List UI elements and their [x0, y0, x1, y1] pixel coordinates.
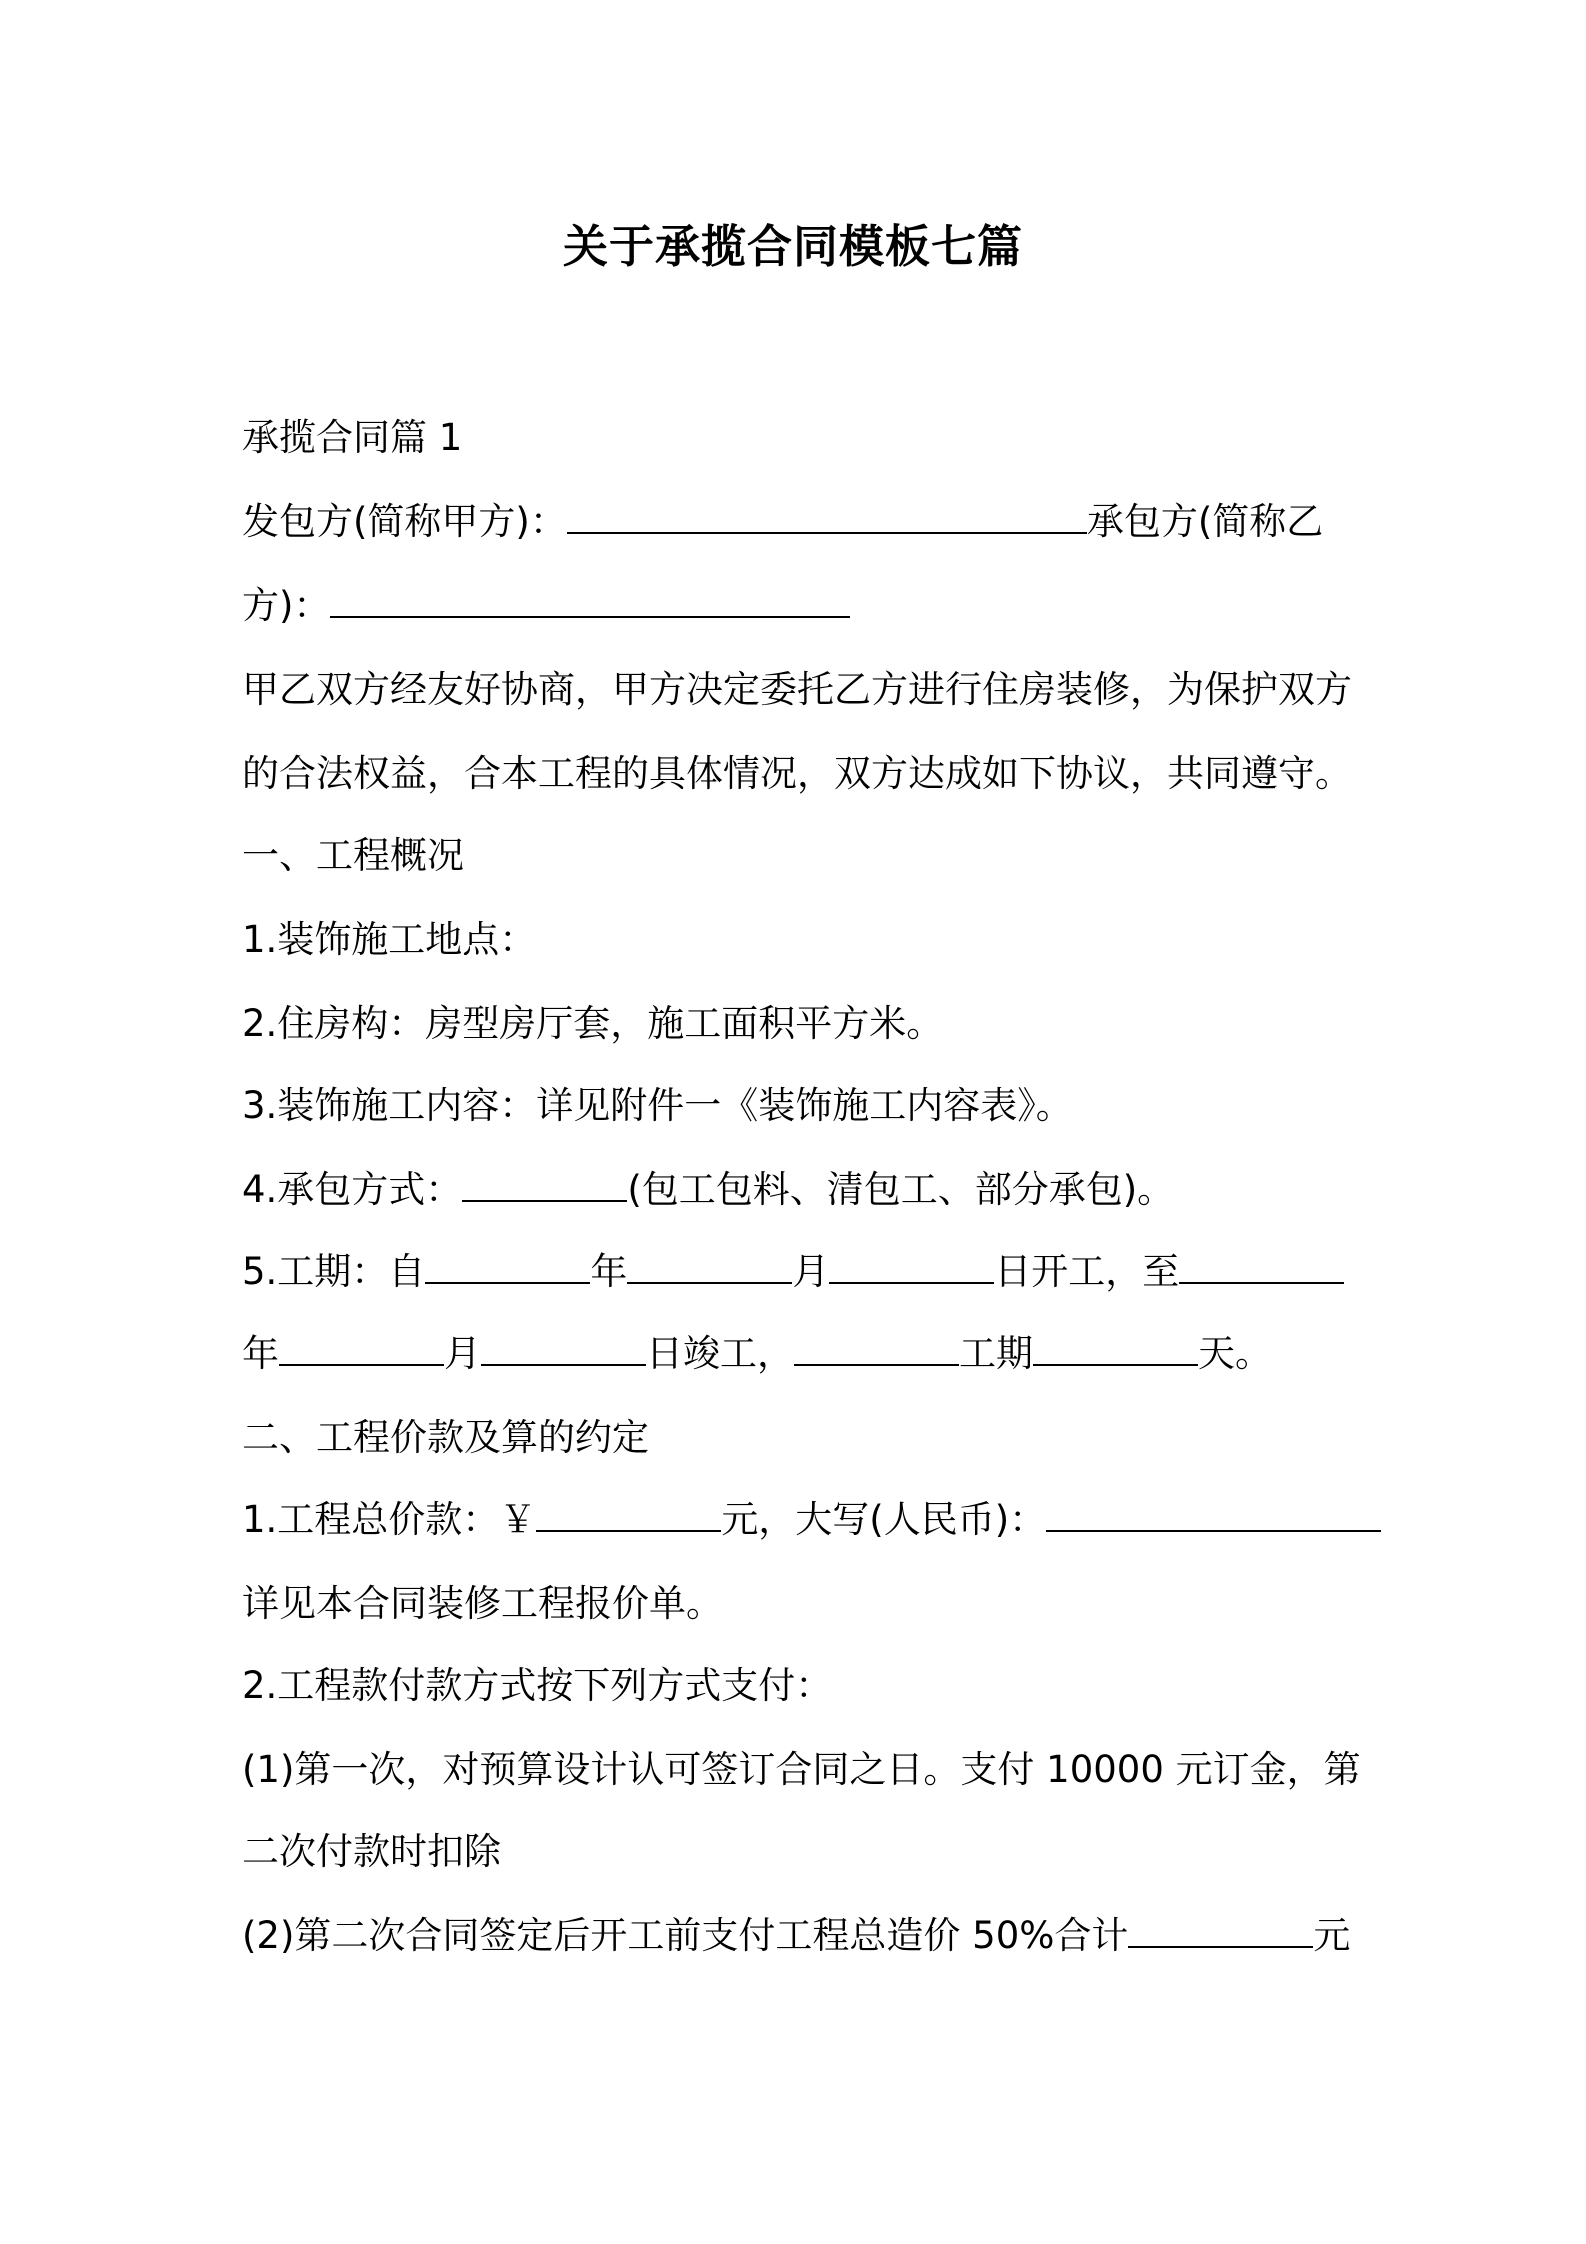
- list-item: 5.工期：自 年 月 日开工，至: [242, 1246, 1362, 1298]
- price-in-words-blank[interactable]: [1046, 1496, 1381, 1532]
- party-a-line: [242, 496, 1362, 548]
- party-a-blank[interactable]: [567, 498, 1087, 534]
- paragraph-line: 甲乙双方经友好协商，甲方决定委托乙方进行住房装修，为保护双方: [242, 668, 1352, 711]
- start-month-blank[interactable]: [627, 1248, 792, 1284]
- contract-type-blank[interactable]: [462, 1166, 627, 1202]
- end-day-blank[interactable]: [481, 1330, 646, 1366]
- document-title: 关于承揽合同模板七篇: [562, 220, 1023, 273]
- party-b-blank[interactable]: [330, 582, 850, 618]
- party-a-label: 发包方(简称甲方)：: [242, 500, 567, 543]
- list-item: 4.承包方式： (包工包料、清包工、部分承包)。: [242, 1168, 1175, 1211]
- section-heading: 承揽合同篇 1: [242, 416, 463, 459]
- paragraph-line: 的合法权益，合本工程的具体情况，双方达成如下协议，共同遵守。: [242, 752, 1352, 795]
- list-item-continued: 详见本合同装修工程报价单。: [242, 1582, 723, 1625]
- start-year-blank[interactable]: [425, 1248, 590, 1284]
- party-b-label: 承包方(简称乙: [1086, 500, 1324, 543]
- list-item: 1.装饰施工地点：: [242, 918, 537, 961]
- start-day-blank[interactable]: [829, 1248, 994, 1284]
- list-item: (1)第一次，对预算设计认可签订合同之日。支付 10000 元订金，第: [242, 1748, 1361, 1791]
- list-item: 1.工程总价款：￥ 元，大写(人民币)：: [242, 1494, 1362, 1546]
- days-blank[interactable]: [1033, 1330, 1198, 1366]
- party-b-line: 方)：: [242, 580, 1362, 632]
- list-item: 2.住房构：房型房厅套，施工面积平方米。: [242, 1002, 944, 1045]
- list-item: 3.装饰施工内容：详见附件一《装饰施工内容表》。: [242, 1084, 1073, 1127]
- list-item: 2.工程款付款方式按下列方式支付：: [242, 1664, 833, 1707]
- list-item-continued: 二次付款时扣除: [242, 1830, 501, 1873]
- payment-amount-blank[interactable]: [1128, 1912, 1313, 1948]
- section-heading: 一、工程概况: [242, 834, 464, 877]
- section-heading: 二、工程价款及算的约定: [242, 1416, 649, 1459]
- end-month-blank[interactable]: [279, 1330, 444, 1366]
- end-year-blank[interactable]: [1179, 1248, 1344, 1284]
- duration-blank[interactable]: [794, 1330, 959, 1366]
- list-item: (2)第二次合同签定后开工前支付工程总造价 50%合计 元: [242, 1914, 1351, 1957]
- list-item-continued: 年 月 日竣工， 工期 天。: [242, 1332, 1272, 1375]
- total-price-blank[interactable]: [536, 1496, 721, 1532]
